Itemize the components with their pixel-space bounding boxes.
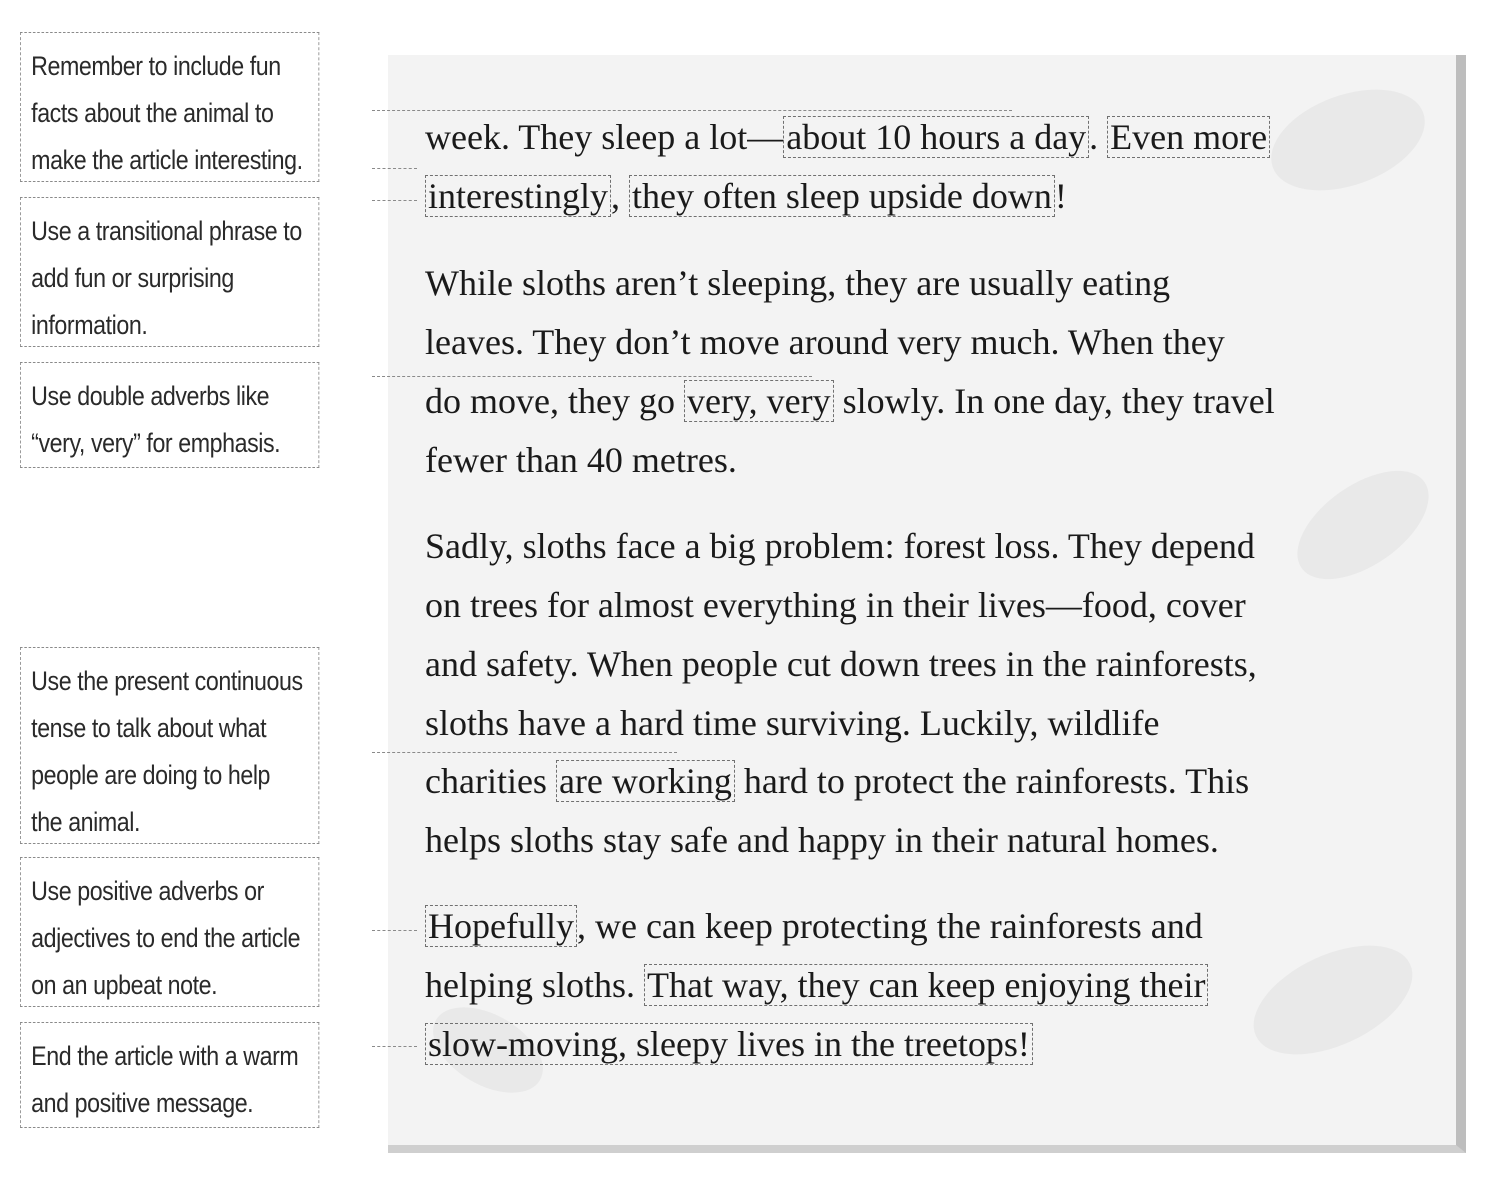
connector-line bbox=[372, 168, 417, 169]
highlight-warm-message: slow-moving, sleepy lives in the treetops! bbox=[425, 1023, 1033, 1065]
highlight-transition: interestingly bbox=[425, 175, 611, 217]
note-fun-facts: Remember to include fun facts about the animal to make the article interesting. bbox=[20, 32, 319, 182]
article-line bbox=[425, 1023, 1033, 1065]
article-line: Hopefully, we can keep protecting the rainforests and bbox=[425, 905, 1203, 947]
highlight-fun-fact: they often sleep upside down bbox=[629, 175, 1055, 217]
note-warm-message: End the article with a warm and positive message. bbox=[20, 1022, 319, 1128]
note-transitional-phrase: Use a transitional phrase to add fun or surprising information. bbox=[20, 197, 319, 347]
article-line: fewer than 40 metres. bbox=[425, 440, 737, 480]
connector-line bbox=[372, 110, 1012, 111]
note-present-continuous: Use the present continuous tense to talk about what people are doing to help the animal. bbox=[20, 647, 319, 844]
article-line: sloths have a hard time surviving. Luckily, wildlife bbox=[425, 703, 1160, 743]
highlight-positive-adverb: Hopefully bbox=[425, 905, 577, 947]
article-line: do move, they go very, very slowly. In one day, they travel bbox=[425, 381, 1275, 421]
article-line: interestingly, they often sleep upside down! bbox=[425, 175, 1067, 217]
connector-line bbox=[372, 1046, 417, 1047]
article-line: charities are working hard to protect the rainforests. This bbox=[425, 761, 1250, 801]
highlight-double-adverb: very, very bbox=[684, 380, 834, 422]
connector-line bbox=[372, 752, 677, 753]
background-leaf bbox=[1237, 923, 1429, 1076]
background-leaf bbox=[1279, 449, 1448, 601]
note-positive-adverbs: Use positive adverbs or adjectives to end the article on an upbeat note. bbox=[20, 857, 319, 1007]
connector-line bbox=[372, 200, 417, 201]
highlight-warm-message: That way, they can keep enjoying their bbox=[644, 964, 1208, 1006]
highlight-transition: Even more bbox=[1107, 116, 1270, 158]
article-line: helps sloths stay safe and happy in their natural homes. bbox=[425, 820, 1219, 860]
article-line: Sadly, sloths face a big problem: forest loss. They depend bbox=[425, 526, 1255, 566]
article-line: leaves. They don’t move around very much. When they bbox=[425, 322, 1225, 362]
connector-line bbox=[372, 376, 812, 377]
highlight-present-continuous: are working bbox=[556, 760, 735, 802]
background-leaf bbox=[1257, 70, 1438, 209]
article-line: on trees for almost everything in their lives—food, cover bbox=[425, 585, 1246, 625]
highlight-fun-fact: about 10 hours a day bbox=[783, 116, 1089, 158]
connector-line bbox=[372, 930, 417, 931]
article-line: While sloths aren’t sleeping, they are usually eating bbox=[425, 263, 1171, 303]
article-line: and safety. When people cut down trees in the rainforests, bbox=[425, 644, 1257, 684]
note-double-adverbs: Use double adverbs like “very, very” for emphasis. bbox=[20, 362, 319, 468]
article-line: helping sloths. That way, they can keep enjoying their bbox=[425, 964, 1208, 1006]
article-line: week. They sleep a lot—about 10 hours a day. Even more bbox=[425, 116, 1270, 158]
